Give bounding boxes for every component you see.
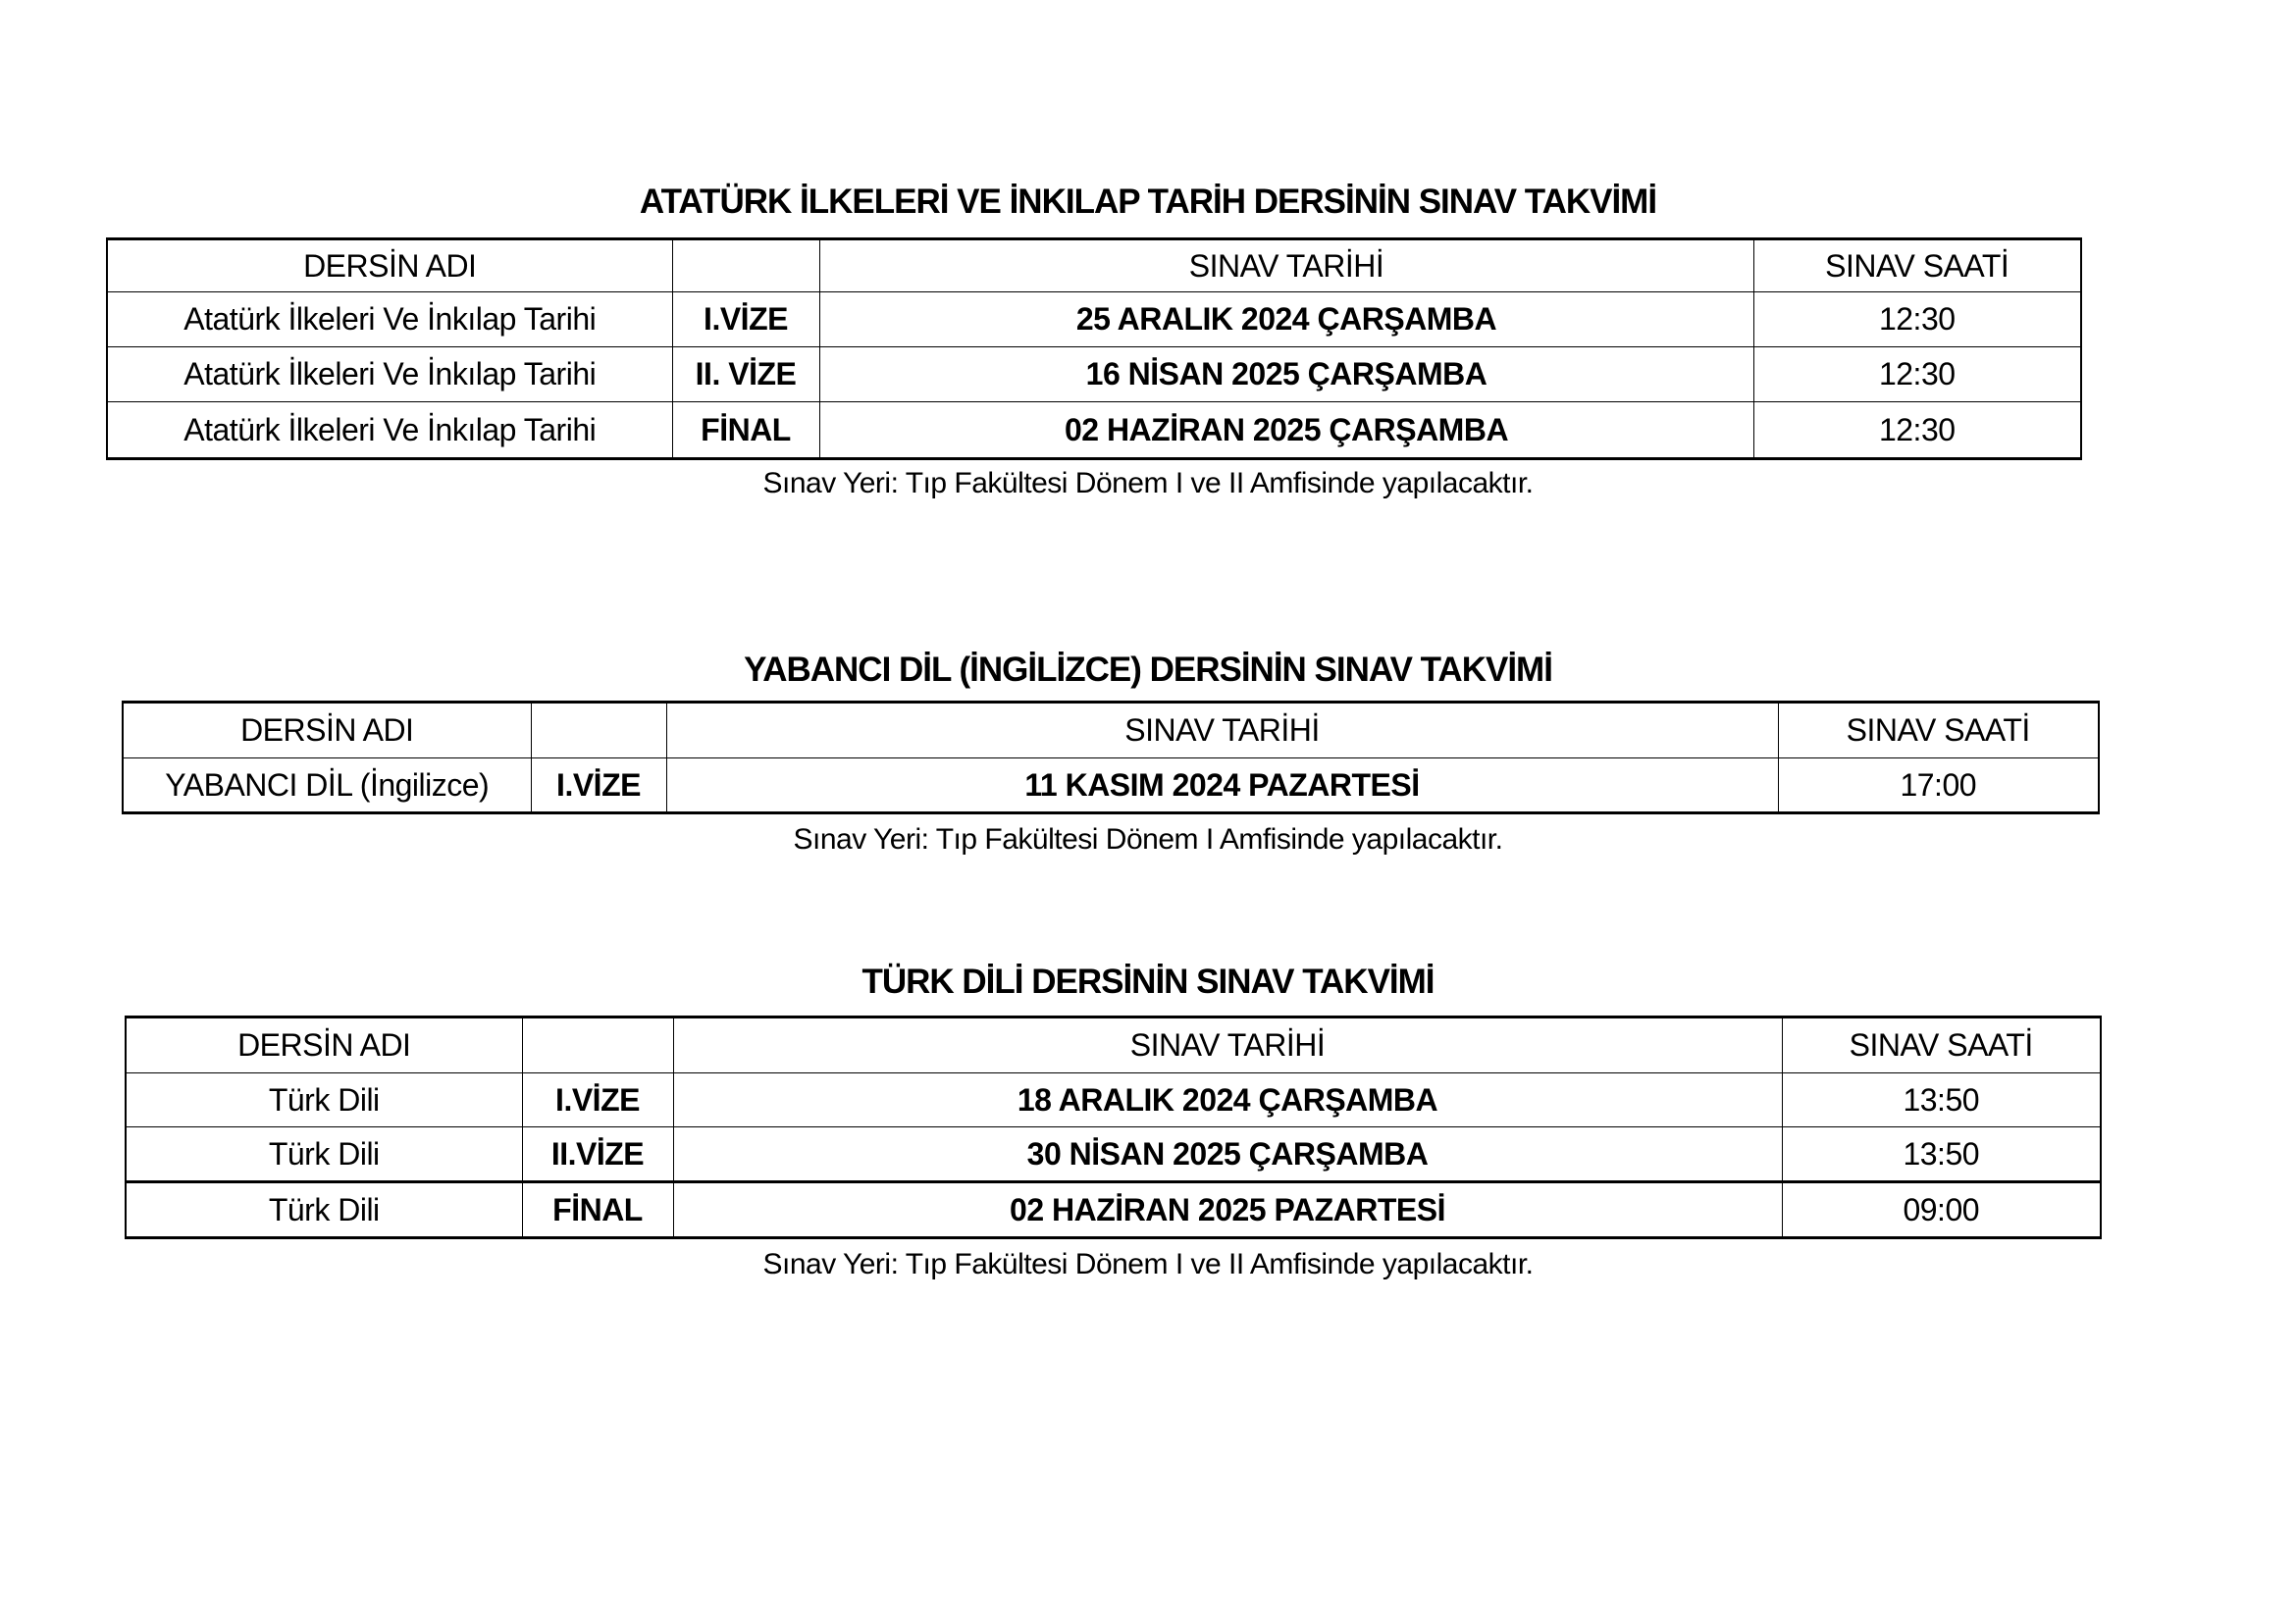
header-row [107,239,2081,292]
exam-time-cell: 12:30 [1753,292,2081,347]
exam-location-note: Sınav Yeri: Tıp Fakültesi Dönem I ve II Amfisinde yapılacaktır. [762,1248,1534,1280]
header-cell-empty [522,1017,673,1073]
course-cell: Atatürk İlkeleri Ve İnkılap Tarihi [107,292,672,347]
header-cell-empty [672,239,819,292]
exam-location-note: Sınav Yeri: Tıp Fakültesi Dönem I Amfisinde yapılacaktır. [793,823,1503,856]
exam-time-cell: 17:00 [1778,758,2099,813]
exam-type-cell: I.VİZE [522,1073,673,1127]
header-cell-date: SINAV TARİHİ [666,703,1778,758]
exam-time-cell: 13:50 [1782,1127,2101,1182]
table-row [123,758,2099,813]
table-title-yabanci-dil: YABANCI DİL (İNGİLİZCE) DERSİNİN SINAV TAKVİMİ [744,651,1552,689]
header-cell-time: SINAV SAATİ [1782,1017,2101,1073]
exam-date-cell: 30 NİSAN 2025 ÇARŞAMBA [673,1127,1782,1182]
exam-date-cell: 18 ARALIK 2024 ÇARŞAMBA [673,1073,1782,1127]
header-row [126,1017,2101,1073]
exam-type-cell: FİNAL [672,402,819,459]
table-title-ataturk-inkilap: ATATÜRK İLKELERİ VE İNKILAP TARİH DERSİNİN SINAV TAKVİMİ [639,183,1657,221]
exam-type-cell: I.VİZE [531,758,666,813]
table-title-turk-dili: TÜRK DİLİ DERSİNİN SINAV TAKVİMİ [861,963,1435,1001]
table-row [107,402,2081,459]
course-cell: Atatürk İlkeleri Ve İnkılap Tarihi [107,347,672,402]
header-cell-course: DERSİN ADI [107,239,672,292]
exam-type-cell: FİNAL [522,1182,673,1238]
table-row [126,1182,2101,1238]
exam-location-note: Sınav Yeri: Tıp Fakültesi Dönem I ve II Amfisinde yapılacaktır. [762,467,1534,499]
exam-time-cell: 13:50 [1782,1073,2101,1127]
course-cell: Atatürk İlkeleri Ve İnkılap Tarihi [107,402,672,459]
header-cell-date: SINAV TARİHİ [819,239,1753,292]
course-cell: Türk Dili [126,1182,522,1238]
course-cell: YABANCI DİL (İngilizce) [123,758,531,813]
header-cell-time: SINAV SAATİ [1778,703,2099,758]
exam-date-cell: 16 NİSAN 2025 ÇARŞAMBA [819,347,1753,402]
exam-date-cell: 11 KASIM 2024 PAZARTESİ [666,758,1778,813]
header-row [123,703,2099,758]
exam-time-cell: 09:00 [1782,1182,2101,1238]
exam-date-cell: 02 HAZİRAN 2025 ÇARŞAMBA [819,402,1753,459]
exam-type-cell: I.VİZE [672,292,819,347]
exam-time-cell: 12:30 [1753,347,2081,402]
exam-date-cell: 25 ARALIK 2024 ÇARŞAMBA [819,292,1753,347]
table-row [126,1127,2101,1182]
header-cell-empty [531,703,666,758]
header-cell-time: SINAV SAATİ [1753,239,2081,292]
header-cell-date: SINAV TARİHİ [673,1017,1782,1073]
exam-type-cell: II.VİZE [522,1127,673,1182]
course-cell: Türk Dili [126,1073,522,1127]
exam-date-cell: 02 HAZİRAN 2025 PAZARTESİ [673,1182,1782,1238]
header-cell-course: DERSİN ADI [126,1017,522,1073]
course-cell: Türk Dili [126,1127,522,1182]
exam-table-turk-dili [125,1016,2102,1239]
table-row [107,292,2081,347]
table-row [107,347,2081,402]
exam-table-yabanci-dil [122,701,2100,814]
exam-table-ataturk-inkilap [106,237,2082,460]
header-cell-course: DERSİN ADI [123,703,531,758]
exam-time-cell: 12:30 [1753,402,2081,459]
table-row [126,1073,2101,1127]
exam-type-cell: II. VİZE [672,347,819,402]
